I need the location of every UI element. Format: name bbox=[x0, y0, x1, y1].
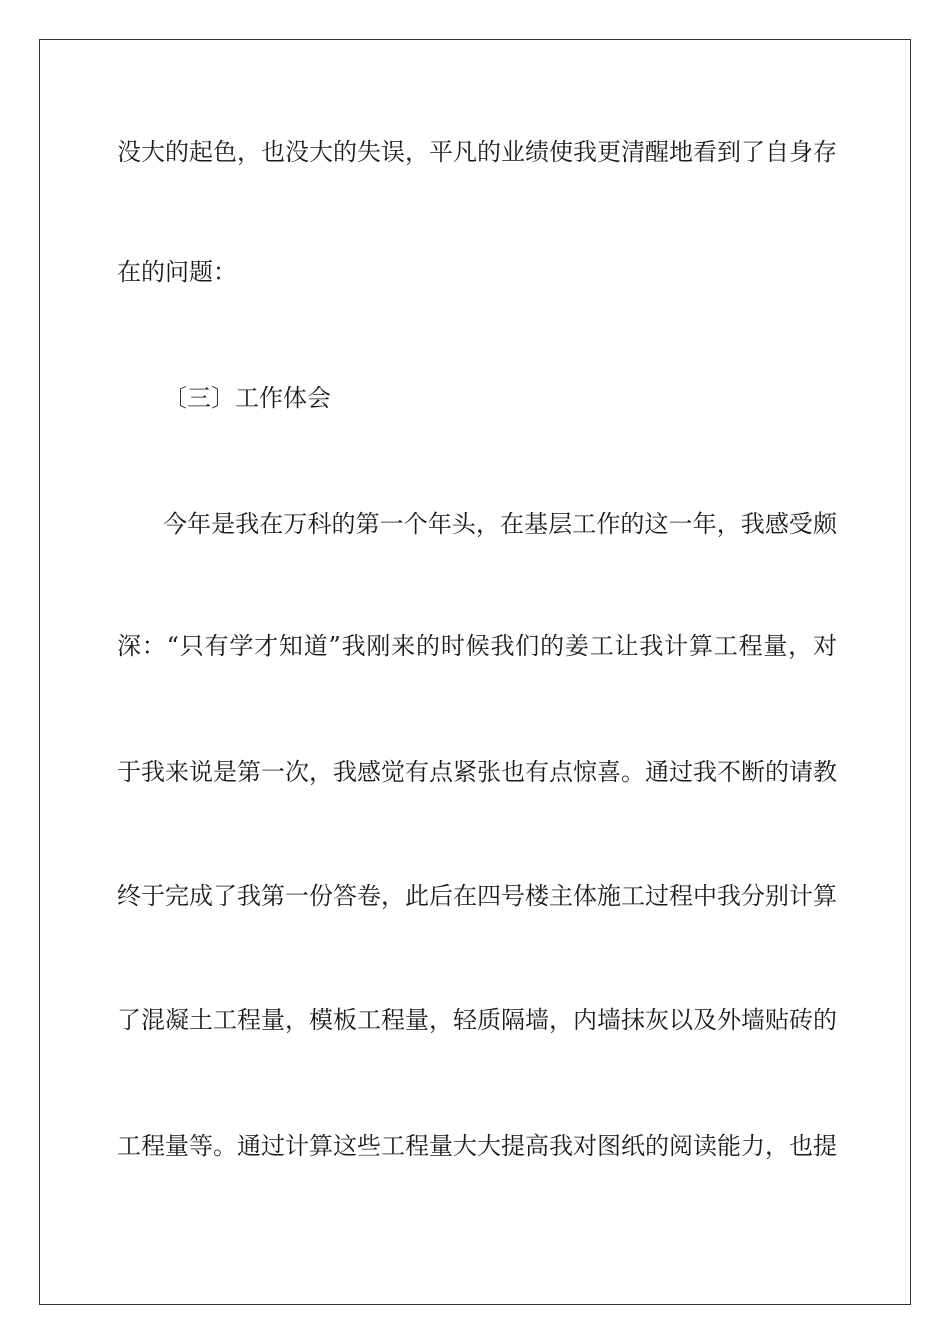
section-heading: 〔三〕工作体会 bbox=[163, 384, 331, 412]
page-border bbox=[39, 39, 911, 1305]
body-text-line: 没大的起色，也没大的失误，平凡的业绩使我更清醒地看到了自身存 bbox=[117, 138, 837, 166]
body-text-line: 在的问题： bbox=[117, 258, 237, 286]
body-text-line: 于我来说是第一次，我感觉有点紧张也有点惊喜。通过我不断的请教 bbox=[117, 758, 837, 786]
body-text-line: 终于完成了我第一份答卷，此后在四号楼主体施工过程中我分别计算 bbox=[117, 882, 837, 910]
body-text-line: 了混凝土工程量，模板工程量，轻质隔墙，内墙抹灰以及外墙贴砖的 bbox=[117, 1006, 837, 1034]
body-text-line: 今年是我在万科的第一个年头，在基层工作的这一年，我感受颇 bbox=[163, 510, 837, 538]
body-text-line: 深：“只有学才知道”我刚来的时候我们的姜工让我计算工程量，对 bbox=[117, 632, 837, 660]
body-text-line: 工程量等。通过计算这些工程量大大提高我对图纸的阅读能力，也提 bbox=[117, 1132, 837, 1160]
